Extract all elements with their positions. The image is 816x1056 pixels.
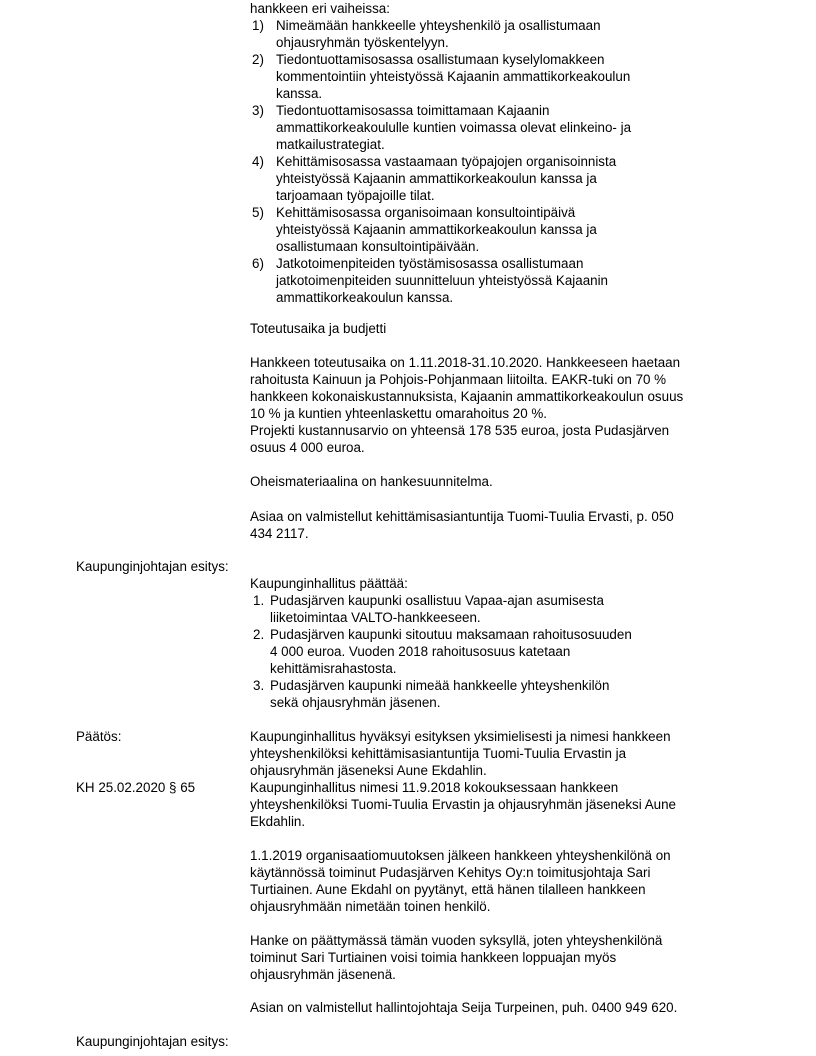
kh-meeting-label: KH 25.02.2020 § 65 xyxy=(76,780,196,795)
intro-text: hankkeen eri vaiheissa: xyxy=(250,1,390,16)
list-item-line: sekä ohjausryhmän jäsenen. xyxy=(270,695,441,710)
final-proposal-label: Kaupunginjohtajan esitys: xyxy=(76,1034,229,1049)
paragraph-line: ohjausryhmään nimetään toinen henkilö. xyxy=(250,899,491,914)
paragraph-line: Hankkeen toteutusaika on 1.11.2018-31.10.2020. Hankkeeseen haetaan xyxy=(250,355,681,370)
list-item-number: 6) xyxy=(252,256,264,271)
paragraph-line: yhteyshenkilöksi Tuomi-Tuulia Ervastin ja ohjausryhmän jäseneksi Aune xyxy=(250,797,676,812)
paragraph-line: Kaupunginhallitus hyväksyi esityksen yksimielisesti ja nimesi hankkeen xyxy=(250,729,671,744)
decision-label: Päätös: xyxy=(76,729,122,744)
paragraph-line: osuus 4 000 euroa. xyxy=(250,440,365,455)
list-item-line: kanssa. xyxy=(276,86,323,101)
list-item-number: 1. xyxy=(253,593,265,608)
list-item-line: ammattikorkeakoulun kanssa. xyxy=(276,290,454,305)
paragraph-line: Projekti kustannusarvio on yhteensä 178 535 euroa, josta Pudasjärven xyxy=(250,423,670,438)
paragraph-line: Asiaa on valmistellut kehittämisasiantuntija Tuomi-Tuulia Ervasti, p. 050 xyxy=(250,509,674,524)
list-item-line: osallistumaan konsultointipäivään. xyxy=(276,239,480,254)
paragraph-line: 10 % ja kuntien yhteenlaskettu omarahoitus 20 %. xyxy=(250,406,548,421)
list-item-line: kehittämisrahastosta. xyxy=(270,661,397,676)
paragraph-line: käytännössä toiminut Pudasjärven Kehitys Oy:n toimitusjohtaja Sari xyxy=(250,865,651,880)
list-item-line: yhteistyössä Kajaanin ammattikorkeakoulun kanssa ja xyxy=(276,222,597,237)
list-item-number: 3. xyxy=(253,678,265,693)
list-item-number: 1) xyxy=(252,18,264,33)
list-item-line: jatkotoimenpiteiden suunnitteluun yhteistyössä Kajaanin xyxy=(276,273,609,288)
list-item-line: ohjausryhmän työskentelyyn. xyxy=(276,35,449,50)
proposal-intro: Kaupunginhallitus päättää: xyxy=(250,576,408,591)
paragraph-line: ohjausryhmän jäsenenä. xyxy=(250,967,396,982)
paragraph-line: yhteyshenkilöksi kehittämisasiantuntija Tuomi-Tuulia Ervastin ja xyxy=(250,746,627,761)
list-item-number: 2) xyxy=(252,52,264,67)
list-item-number: 2. xyxy=(253,627,265,642)
paragraph-line: Hanke on päättymässä tämän vuoden syksyllä, joten yhteyshenkilönä xyxy=(250,933,663,948)
paragraph-line: hankkeen kokonaiskustannuksista, Kajaanin ammattikorkeakoulun osuus xyxy=(250,389,684,404)
paragraph-line: 1.1.2019 organisaatiomuutoksen jälkeen hankkeen yhteyshenkilönä on xyxy=(250,848,671,863)
list-item-line: kommentointiin yhteistyössä Kajaanin ammattikorkeakoulun xyxy=(276,69,631,84)
kh-prepared-by: Asian on valmistellut hallintojohtaja Seija Turpeinen, puh. 0400 949 620. xyxy=(250,1000,678,1015)
list-item-number: 4) xyxy=(252,154,264,169)
paragraph-line: Ekdahlin. xyxy=(250,814,306,829)
paragraph-line: 434 2117. xyxy=(250,526,309,541)
list-item-line: Kehittämisosassa organisoimaan konsultointipäivä xyxy=(276,205,576,220)
list-item-line: Pudasjärven kaupunki sitoutuu maksamaan rahoitusosuuden xyxy=(270,627,632,642)
list-item-number: 3) xyxy=(252,103,264,118)
list-item-line: Tiedontuottamisosassa osallistumaan kyselylomakkeen xyxy=(276,52,605,67)
list-item-line: liiketoimintaa VALTO-hankkeeseen. xyxy=(270,610,481,625)
list-item-line: Nimeämään hankkeelle yhteyshenkilö ja osallistumaan xyxy=(276,18,601,33)
paragraph-line: Kaupunginhallitus nimesi 11.9.2018 kokouksessaan hankkeen xyxy=(250,780,619,795)
list-item-line: Pudasjärven kaupunki nimeää hankkeelle yhteyshenkilön xyxy=(270,678,610,693)
proposal-label: Kaupunginjohtajan esitys: xyxy=(76,559,229,574)
paragraph-line: rahoitusta Kainuun ja Pohjois-Pohjanmaan liitoilta. EAKR-tuki on 70 % xyxy=(250,372,667,387)
list-item-line: 4 000 euroa. Vuoden 2018 rahoitusosuus katetaan xyxy=(270,644,571,659)
list-item-line: Tiedontuottamisosassa toimittamaan Kajaanin xyxy=(276,103,550,118)
paragraph-line: ohjausryhmän jäseneksi Aune Ekdahlin. xyxy=(250,763,487,778)
paragraph-line: Turtiainen. Aune Ekdahl on pyytänyt, että hänen tilalleen hankkeen xyxy=(250,882,646,897)
attachment-note: Oheismateriaalina on hankesuunnitelma. xyxy=(250,474,493,489)
list-item-line: tarjoamaan työpajoille tilat. xyxy=(276,188,435,203)
list-item-number: 5) xyxy=(252,205,264,220)
list-item-line: ammattikorkeakoululle kuntien voimassa olevat elinkeino- ja xyxy=(276,120,632,135)
list-item-line: matkailustrategiat. xyxy=(276,137,385,152)
list-item-line: yhteistyössä Kajaanin ammattikorkeakoulun kanssa ja xyxy=(276,171,597,186)
list-item-line: Kehittämisosassa vastaamaan työpajojen organisoinnista xyxy=(276,154,617,169)
section-heading: Toteutusaika ja budjetti xyxy=(250,321,387,336)
list-item-line: Pudasjärven kaupunki osallistuu Vapaa-ajan asumisesta xyxy=(270,593,604,608)
paragraph-line: toiminut Sari Turtiainen voisi toimia hankkeen loppuajan myös xyxy=(250,950,617,965)
list-item-line: Jatkotoimenpiteiden työstämisosassa osallistumaan xyxy=(276,256,584,271)
